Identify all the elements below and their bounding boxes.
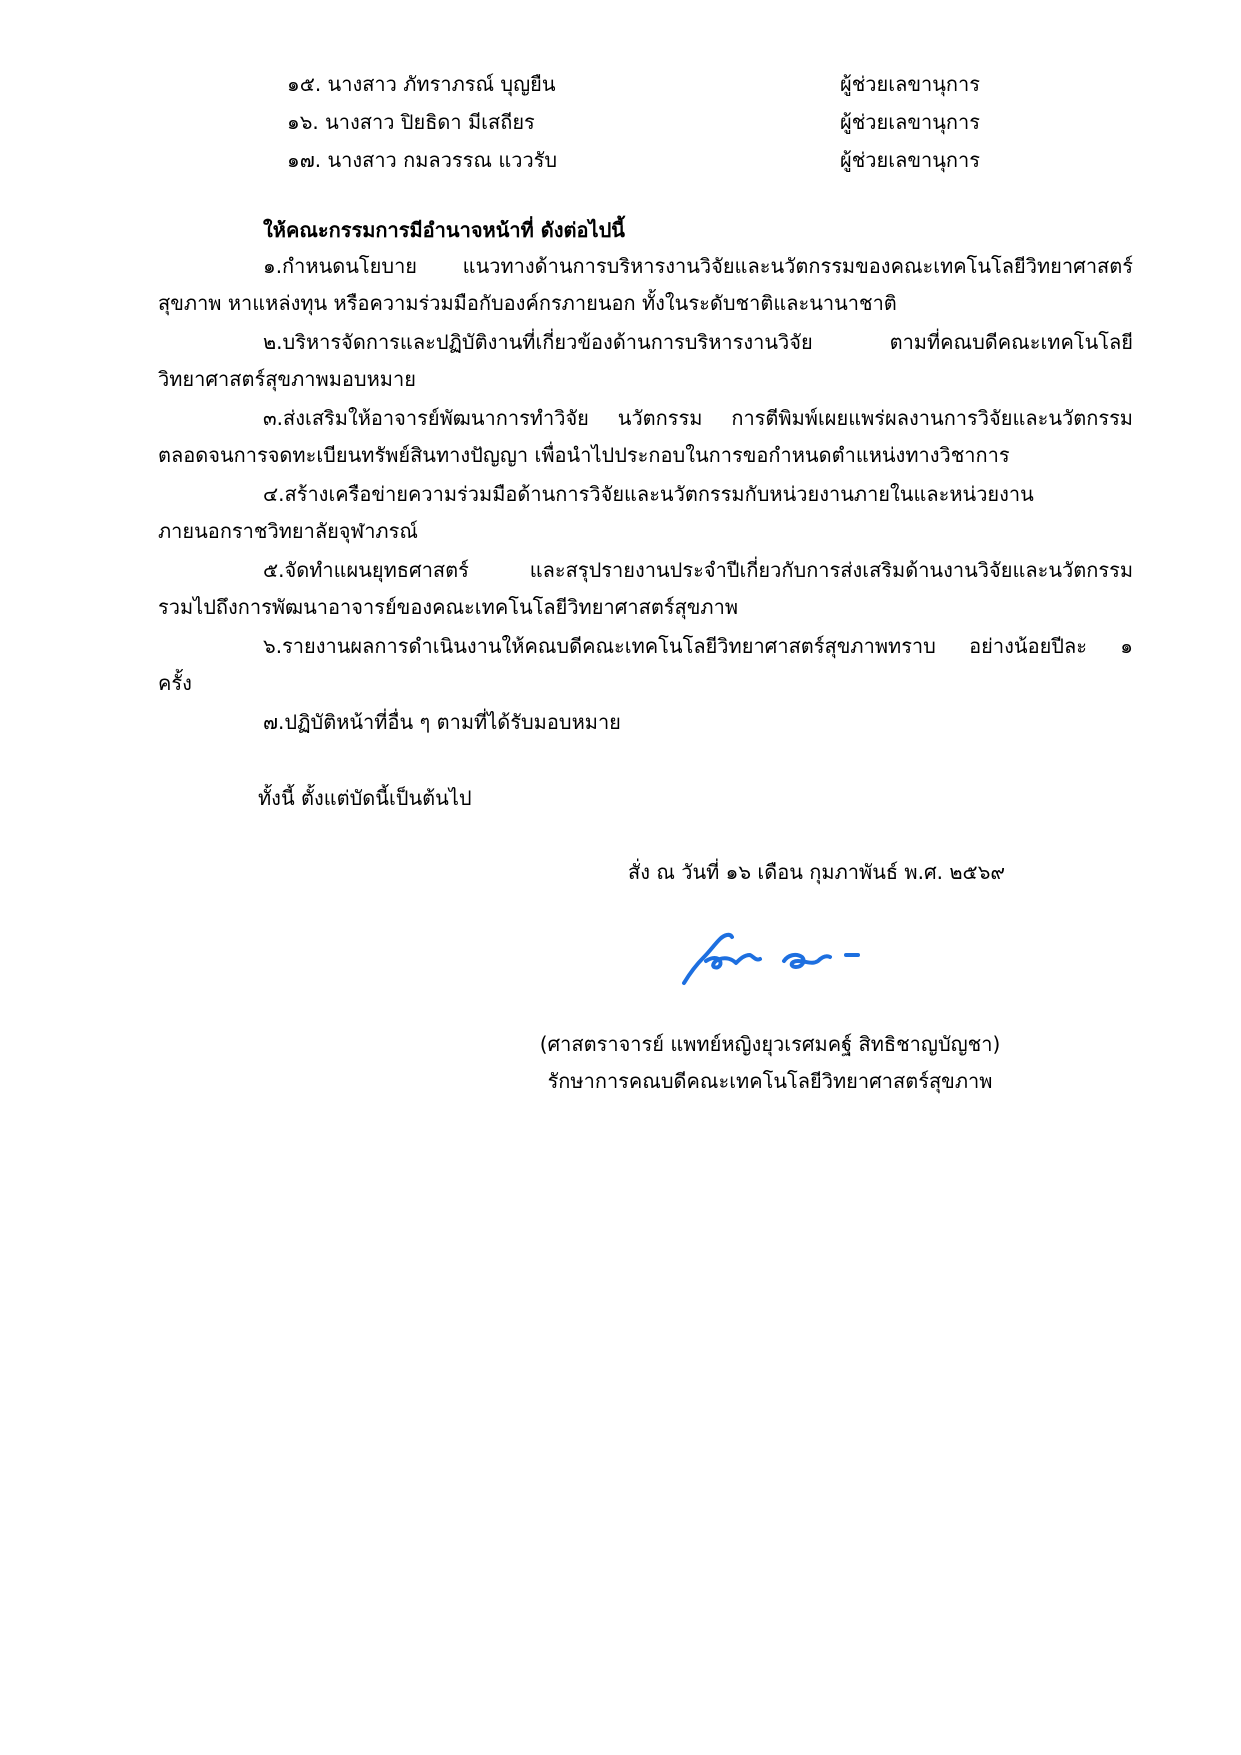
signature-image (680, 925, 900, 995)
signer-name: (ศาสตราจารย์ แพทย์หญิงยุวเรศมคฐ์ สิทธิชาญบัญชา) (539, 1032, 1001, 1056)
duty-6-line-1: ๖.รายงานผลการดำเนินงานให้คณบดีคณะเทคโนโลยีวิทยาศาสตร์สุขภาพทราบ อย่างน้อยปีละ ๑ (263, 634, 1133, 658)
effective-clause: ทั้งนี้ ตั้งแต่บัดนี้เป็นต้นไป (258, 786, 472, 810)
signature-stroke (784, 955, 830, 967)
duty-5-line-1: ๕.จัดทำแผนยุทธศาสตร์ และสรุปรายงานประจำปีเกี่ยวกับการส่งเสริมด้านงานวิจัยและนวัตกรรม (263, 558, 1133, 582)
duty-2-line-1: ๒.บริหารจัดการและปฏิบัติงานที่เกี่ยวข้องด้านการบริหารงานวิจัย ตามที่คณบดีคณะเทคโนโลยี (263, 330, 1133, 354)
date-line: สั่ง ณ วันที่ ๑๖ เดือน กุมภาพันธ์ พ.ศ. ๒๕๖๙ (628, 860, 1006, 884)
member-name: ๑๖. นางสาว ปิยธิดา มีเสถียร (287, 110, 535, 134)
duty-1-line-1: ๑.กำหนดนโยบาย แนวทางด้านการบริหารงานวิจัยและนวัตกรรมของคณะเทคโนโลยีวิทยาศาสตร์ (263, 254, 1133, 278)
member-role: ผู้ช่วยเลขานุการ (840, 72, 980, 96)
duty-4-line-2: ภายนอกราชวิทยาลัยจุฬาภรณ์ (158, 519, 418, 543)
duty-6-line-2: ครั้ง (158, 671, 192, 695)
duty-3-line-1: ๓.ส่งเสริมให้อาจารย์พัฒนาการทำวิจัย นวัตกรรม การตีพิมพ์เผยแพร่ผลงานการวิจัยและนวัตกรรม (263, 406, 1133, 430)
member-name: ๑๗. นางสาว กมลวรรณ แววรับ (287, 148, 558, 172)
signature-stroke (706, 955, 760, 968)
duty-7-line-1: ๗.ปฏิบัติหน้าที่อื่น ๆ ตามที่ได้รับมอบหมาย (263, 710, 621, 734)
duty-1-line-2: สุขภาพ หาแหล่งทุน หรือความร่วมมือกับองค์กรภายนอก ทั้งในระดับชาติและนานาชาติ (158, 291, 897, 315)
duties-heading: ให้คณะกรรมการมีอำนาจหน้าที่ ดังต่อไปนี้ (263, 218, 625, 242)
duty-5-line-2: รวมไปถึงการพัฒนาอาจารย์ของคณะเทคโนโลยีวิทยาศาสตร์สุขภาพ (158, 595, 739, 619)
duty-4-line-1: ๔.สร้างเครือข่ายความร่วมมือด้านการวิจัยและนวัตกรรมกับหน่วยงานภายในและหน่วยงาน (263, 482, 1034, 506)
member-role: ผู้ช่วยเลขานุการ (840, 110, 980, 134)
duty-2-line-2: วิทยาศาสตร์สุขภาพมอบหมาย (158, 367, 416, 391)
duty-3-line-2: ตลอดจนการจดทะเบียนทรัพย์สินทางปัญญา เพื่อนำไปประกอบในการขอกำหนดตำแหน่งทางวิชาการ (158, 443, 1010, 467)
member-role: ผู้ช่วยเลขานุการ (840, 148, 980, 172)
signer-position: รักษาการคณบดีคณะเทคโนโลยีวิทยาศาสตร์สุขภาพ (547, 1069, 993, 1093)
member-name: ๑๕. นางสาว ภัทราภรณ์ บุญยืน (287, 72, 556, 96)
